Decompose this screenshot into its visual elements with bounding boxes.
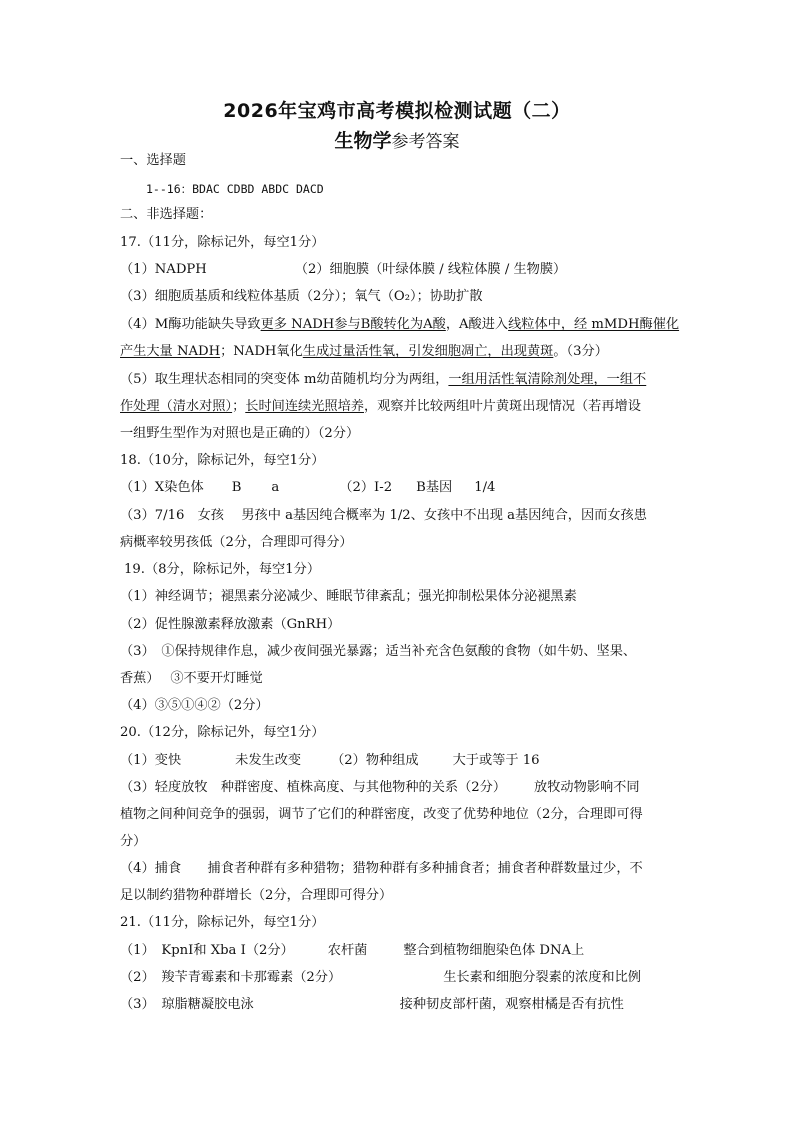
q21-answer-3: [120, 996, 680, 1014]
q18-answer-2b: B基因: [416, 480, 453, 495]
subject-name: 生物学: [334, 130, 392, 152]
q17-answer-1-2: [120, 261, 680, 279]
q21-answer-3a: （3） 琼脂糖凝胶电泳: [120, 997, 254, 1012]
q20-answer-1b: 未发生改变: [235, 753, 302, 768]
q17-answer-5-line3: 一组野生型作为对照也是正确的）（2分）: [120, 426, 360, 441]
q20-answer-1: （1）变快: [120, 753, 182, 768]
q21-answer-2a: （2） 羧苄青霉素和卡那霉素（2分）: [120, 970, 342, 985]
q18-answer-2: （2）Ⅰ-2: [339, 480, 393, 495]
q18-answer-1b: B: [231, 480, 242, 495]
q21-answer-2b: 生长素和细胞分裂素的浓度和比例: [443, 970, 641, 985]
q20-answer-3-line3: 分）: [120, 834, 147, 849]
choice-answers: 1--16：BDAC CDBD ABDC DACD: [146, 182, 324, 196]
q17-answer-1: （1）NADPH: [120, 262, 207, 277]
q17-answer-5-line1: [120, 371, 680, 389]
q20-answer-1-2: [120, 752, 680, 770]
q20-answer-4-line2: 足以制约猎物种群增长（2分，合理即可得分）: [120, 888, 393, 903]
q20-answer-3-line1: [120, 779, 680, 797]
q17-a5-underline-2: 作处理（清水对照）: [120, 399, 233, 414]
document-title: 2026年宝鸡市高考模拟检测试题（二）: [223, 100, 571, 122]
q18-heading: 18.（10分，除标记外，每空1分）: [120, 453, 325, 468]
q21-answer-1b: 农杆菌: [327, 943, 368, 958]
q21-heading: 21.（11分，除标记外，每空1分）: [120, 915, 325, 930]
document-subtitle: [0, 126, 794, 153]
q21-answer-2: [120, 969, 680, 987]
q18-answer-3-line1: （3）7/16 女孩 男孩中 a基因纯合概率为 1/2、女孩中不出现 a基因纯合，因而女孩患: [120, 508, 647, 523]
q19-answer-1: （1）神经调节；褪黑素分泌减少、睡眠节律紊乱；强光抑制松果体分泌褪黑素: [120, 589, 577, 604]
q17-answer-4-line1: [120, 316, 680, 334]
q17-a4-underline-4: 生成过量活性氧，引发细胞凋亡，出现黄斑: [302, 344, 554, 359]
q17-a5-underline-1: 一组用活性氧清除剂处理，一组不: [448, 372, 647, 387]
q20-heading: 20.（12分，除标记外，每空1分）: [120, 725, 325, 740]
q20-answer-2b: 大于或等于 16: [452, 753, 540, 768]
q17-a4-underline-2: 线粒体中，经 mMDH酶催化: [508, 317, 680, 332]
q19-answer-2: （2）促性腺激素释放激素（GnRH）: [120, 617, 341, 632]
q20-answer-3b: 放牧动物影响不同: [534, 780, 640, 795]
q17-answer-4-line2: [120, 343, 680, 361]
q17-a4-underline-1: 更多 NADH参与B酸转化为A酸: [260, 317, 446, 332]
subtitle-rest: 参考答案: [391, 132, 460, 152]
q19-answer-3-line2: 香蕉） ③不要开灯睡觉: [120, 671, 263, 686]
q18-answer-3-line2: 病概率较男孩低（2分，合理即可得分）: [120, 535, 353, 550]
q18-answer-1c: a: [271, 480, 280, 495]
q18-answer-1: （1）X染色体: [120, 480, 204, 495]
q18-answer-1-2: [120, 479, 680, 497]
q19-heading: 19.（8分，除标记外，每空1分）: [124, 562, 321, 577]
q17-a4-pre: （4）M酶功能缺失导致: [120, 317, 261, 332]
q21-answer-1a: （1） KpnⅠ和 Xba Ⅰ（2分）: [120, 943, 294, 958]
q17-a4-underline-3: 产生大量 NADH: [120, 344, 221, 359]
q21-answer-3b: 接种韧皮部杆菌，观察柑橘是否有抗性: [399, 997, 624, 1012]
q17-a4-end: 。（3分）: [553, 344, 608, 359]
q20-answer-4-line1: （4）捕食 捕食者种群有多种猎物；猎物种群有多种捕食者；捕食者种群数量过少，不: [120, 861, 643, 876]
q17-a5-pre: （5）取生理状态相同的突变体 m幼苗随机均分为两组，: [120, 372, 449, 387]
q19-answer-4: （4）③⑤①④②（2分）: [120, 698, 269, 713]
q19-answer-3-line1: （3） ①保持规律作息，减少夜间强光暴露；适当补充含色氨酸的食物（如牛奶、坚果、: [120, 644, 637, 659]
q17-answer-5-line2: [120, 398, 680, 416]
q17-a4-mid: ，A酸进入: [445, 317, 509, 332]
q18-answer-2c: 1/4: [474, 480, 496, 495]
q17-answer-2: （2）细胞膜（叶绿体膜 / 线粒体膜 / 生物膜）: [294, 262, 567, 277]
q17-a5-mid: ；: [232, 399, 246, 414]
q20-answer-3a: （3）轻度放牧 种群密度、植株高度、与其他物种的关系（2分）: [120, 780, 507, 795]
q20-answer-2: （2）物种组成: [331, 753, 419, 768]
q17-a5-tail: ，观察并比较两组叶片黄斑出现情况（若再增设: [363, 399, 641, 414]
choice-heading: 一、选择题: [120, 153, 186, 168]
q21-answer-1c: 整合到植物细胞染色体 DNA上: [403, 943, 585, 958]
q17-a5-underline-3: 长时间连续光照培养: [245, 399, 364, 414]
q17-heading: 17.（11分，除标记外，每空1分）: [120, 235, 325, 250]
nonchoice-heading: 二、非选择题：: [120, 207, 213, 222]
q21-answer-1: [120, 942, 680, 960]
q17-answer-3: （3）细胞质基质和线粒体基质（2分）；氧气（O₂）；协助扩散: [120, 289, 483, 304]
q20-answer-3-line2: 植物之间种间竞争的强弱，调节了它们的种群密度，改变了优势种地位（2分，合理即可得: [120, 807, 643, 822]
q17-a4-mid2: ；NADH氧化: [220, 344, 303, 359]
